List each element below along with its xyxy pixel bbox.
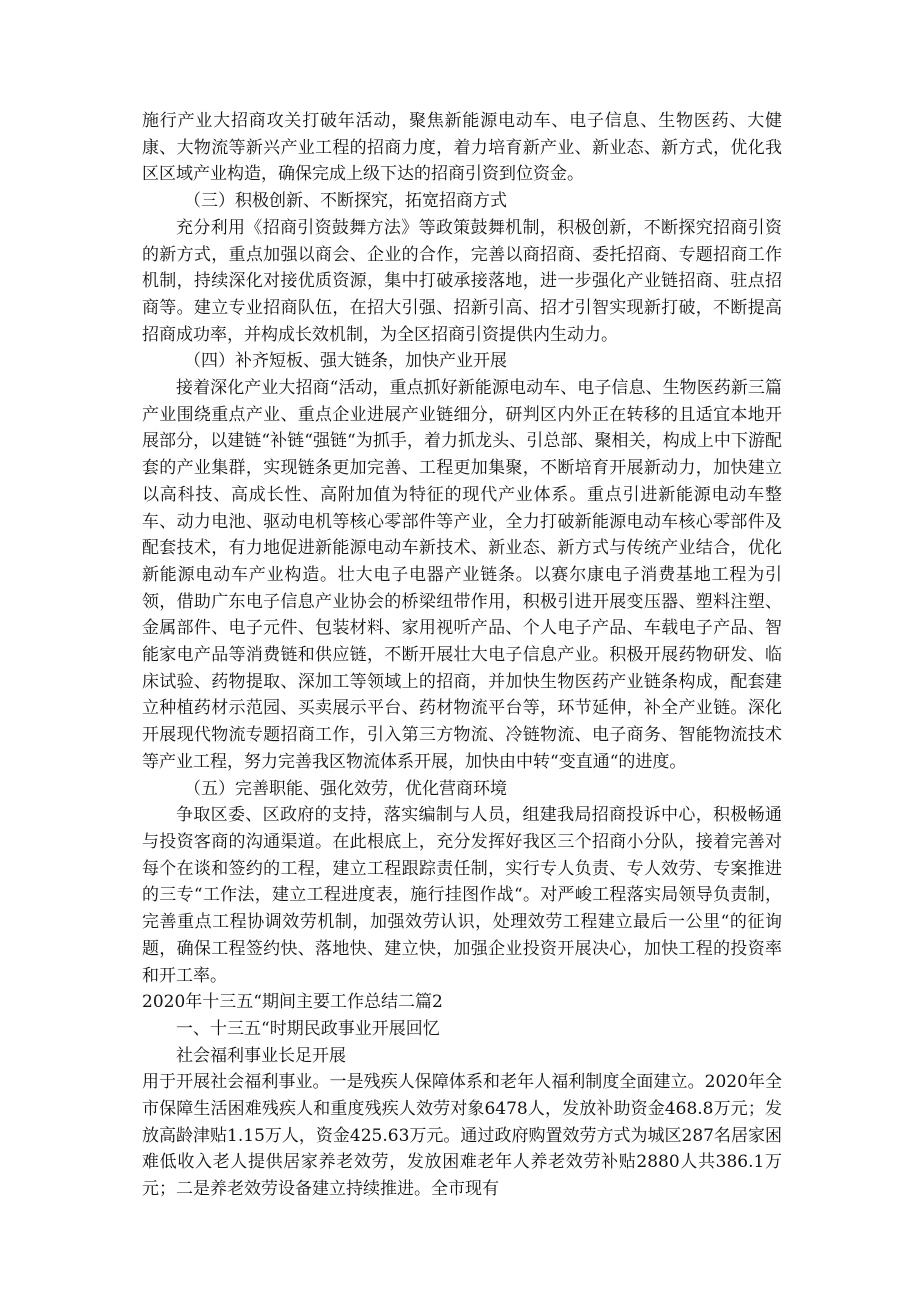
section-heading-3: （三）积极创新、不断探究，拓宽招商方式 [184,191,507,212]
document-page [142,108,782,1203]
paragraph-5: 争取区委、区政府的支持，落实编制与人员，组建我局招商投诉中心，积极畅通与投资客商的沟通渠道。在此根底上，充分发挥好我区三个招商小分队，接着完善对每个在谈和签约的工程，建立工程跟踪责任制，实行专人负责、专人效劳、专案推进的三专“工作法，建立工程进度表，施行挂图作战“。对严峻工程落实局领导负责制，完善重点工程协调效劳机制，加强效劳认识，处理效劳工程建立最后一公里“的征询题，确保工程签约快、落地快、建立快，加强企业投资开展决心，加快工程的投资率和开工率。 [142,805,782,986]
paragraph-4: 接着深化产业大招商“活动，重点抓好新能源电动车、电子信息、生物医药新三篇产业围绕重点产业、重点企业进展产业链细分，研判区内外正在转移的且适宜本地开展部分，以建链“补链“强链“为抓手，着力抓龙头、引总部、聚相关，构成上中下游配套的产业集群，实现链条更加完善、工程更加集聚，不断培育开展新动力，加快建立以高科技、高成长性、高附加值为特征的现代产业体系。重点引进新能源电动车整车、动力电池、驱动电机等核心零部件等产业，全力打破新能源电动车核心零部件及配套技术，有力地促进新能源电动车新技术、新业态、新方式与传统产业结合，优化新能源电动车产业构造。壮大电子电器产业链条。以赛尔康电子消费基地工程为引领，借助广东电子信息产业协会的桥梁纽带作用，积极引进开展变压器、塑料注塑、金属部件、电子元件、包装材料、家用视听产品、个人电子产品、车载电子产品、智能家电产品等消费链和供应链，不断开展壮大电子信息产业。积极开展药物研发、临床试验、药物提取、深加工等领域上的招商，并加快生物医药产业链条构成，配套建立种植药材示范园、买卖展示平台、药材物流平台等，环节延伸，补全产业链。深化开展现代物流专题招商工作，引入第三方物流、冷链物流、电子商务、智能物流技术等产业工程，努力完善我区物流体系开展，加快由中转“变直通“的进度。 [142,378,782,772]
section-heading-4: （四）补齐短板、强大链条，加快产业开展 [184,351,507,372]
subsection-heading-2: 社会福利事业长足开展 [176,1045,346,1066]
paragraph-welfare: 用于开展社会福利事业。一是残疾人保障体系和老年人福利制度全面建立。2020年全市保障生活困难残疾人和重度残疾人效劳对象6478人，发放补助资金468.8万元；发放高龄津贴1.15万人，资金425.63万元。通过政府购置效劳方式为城区287名居家困难低收入老人提供居家养老效劳，发放困难老年人养老效劳补贴2880人共386.1万元；二是养老效劳设备建立持续推进。全市现有 [142,1072,782,1200]
paragraph-1: 施行产业大招商攻关打破年活动，聚焦新能源电动车、电子信息、生物医药、大健康、大物流等新兴产业工程的招商力度，着力培育新产业、新业态、新方式，优化我区区域产业构造，确保完成上级下达的招商引资到位资金。 [142,111,782,185]
paragraph-3: 充分利用《招商引资鼓舞方法》等政策鼓舞机制，积极创新，不断探究招商引资的新方式，重点加强以商会、企业的合作，完善以商招商、委托招商、专题招商工作机制，持续深化对接优质资源，集中打破承接落地，进一步强化产业链招商、驻点招商等。建立专业招商队伍，在招大引强、招新引高、招才引智实现新打破，不断提高招商成功率，并构成长效机制，为全区招商引资提供内生动力。 [142,217,782,345]
subsection-heading-1: 一、十三五“时期民政事业开展回忆 [176,1018,440,1039]
document-title-line: 2020年十三五“期间主要工作总结二篇2 [142,992,443,1013]
section-heading-5: （五）完善职能、强化效劳，优化营商环境 [184,778,507,799]
